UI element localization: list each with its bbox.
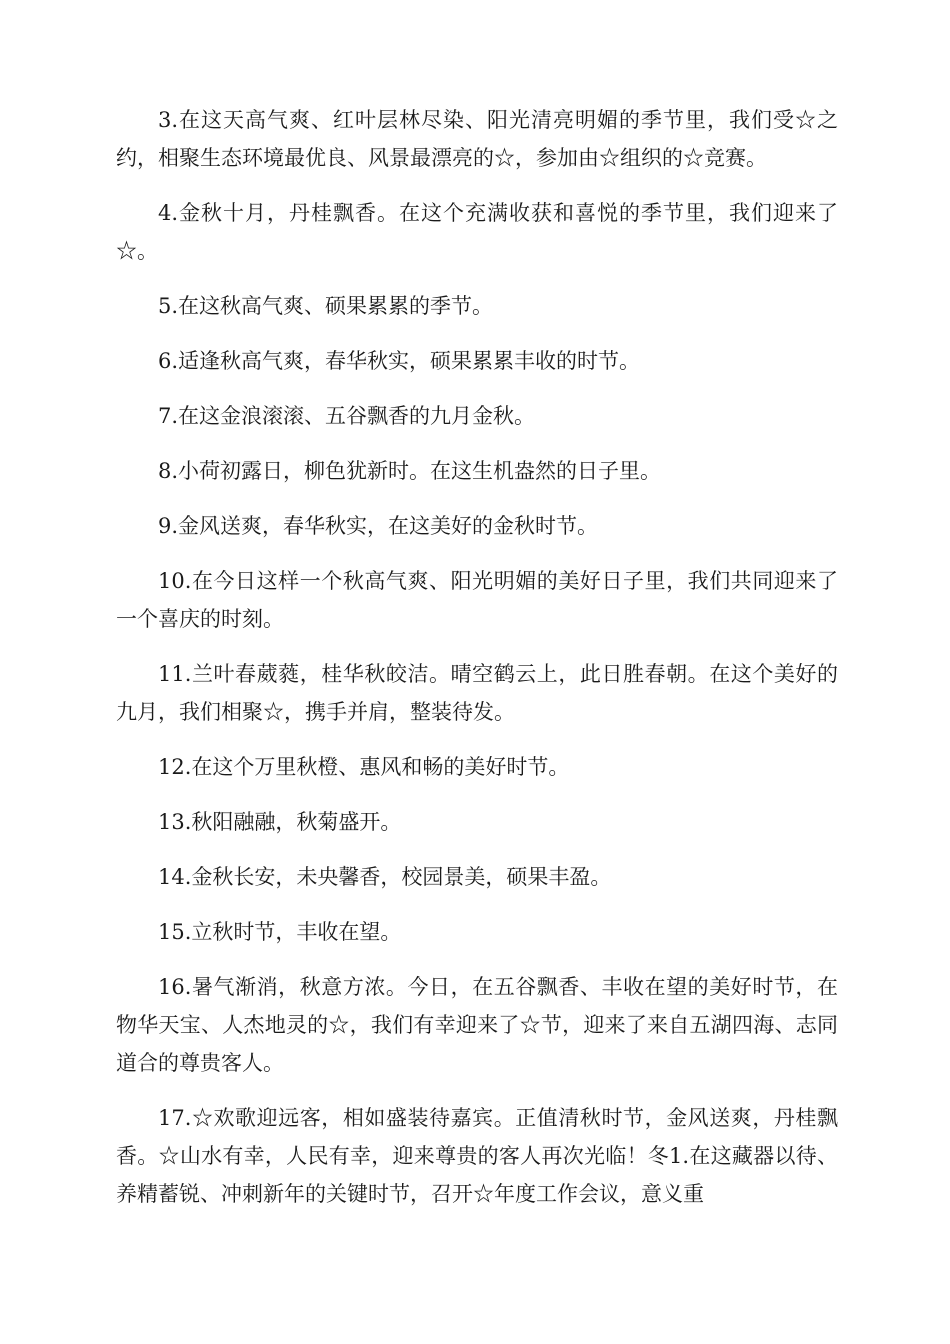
paragraph-6: 6.适逢秋高气爽，春华秋实，硕果累累丰收的时节。 bbox=[158, 349, 641, 373]
paragraph-15: 15.立秋时节，丰收在望。 bbox=[158, 920, 402, 944]
paragraph-12: 12.在这个万里秋橙、惠风和畅的美好时节。 bbox=[158, 755, 570, 779]
document-body bbox=[116, 101, 838, 1230]
paragraph-11: 11.兰叶春葳蕤，桂华秋皎洁。晴空鹤云上，此日胜春朝。在这个美好的九月，我们相聚☆，携手并肩，整装待发。 bbox=[116, 662, 838, 724]
paragraph-17: 17.☆欢歌迎远客，相如盛装待嘉宾。正值清秋时节，金风送爽，丹桂飘香。☆山水有幸，人民有幸，迎来尊贵的客人再次光临！冬1.在这藏器以待、养精蓄锐、冲刺新年的关键时节，召开☆年度工作会议，意义重 bbox=[116, 1106, 838, 1206]
paragraph-13: 13.秋阳融融，秋菊盛开。 bbox=[158, 810, 402, 834]
paragraph-10: 10.在今日这样一个秋高气爽、阳光明媚的美好日子里，我们共同迎来了一个喜庆的时刻。 bbox=[116, 569, 838, 631]
paragraph-16: 16.暑气渐消，秋意方浓。今日，在五谷飘香、丰收在望的美好时节，在物华天宝、人杰地灵的☆，我们有幸迎来了☆节，迎来了来自五湖四海、志同道合的尊贵客人。 bbox=[116, 975, 838, 1075]
paragraph-3: 3.在这天高气爽、红叶层林尽染、阳光清亮明媚的季节里，我们受☆之约，相聚生态环境最优良、风景最漂亮的☆，参加由☆组织的☆竞赛。 bbox=[116, 108, 838, 170]
paragraph-14: 14.金秋长安，未央馨香，校园景美，硕果丰盈。 bbox=[158, 865, 612, 889]
paragraph-7: 7.在这金浪滚滚、五谷飘香的九月金秋。 bbox=[158, 404, 536, 428]
paragraph-9: 9.金风送爽，春华秋实，在这美好的金秋时节。 bbox=[158, 514, 599, 538]
paragraph-8: 8.小荷初露日，柳色犹新时。在这生机盎然的日子里。 bbox=[158, 459, 662, 483]
paragraph-5: 5.在这秋高气爽、硕果累累的季节。 bbox=[158, 294, 494, 318]
paragraph-4: 4.金秋十月，丹桂飘香。在这个充满收获和喜悦的季节里，我们迎来了☆。 bbox=[116, 201, 838, 263]
